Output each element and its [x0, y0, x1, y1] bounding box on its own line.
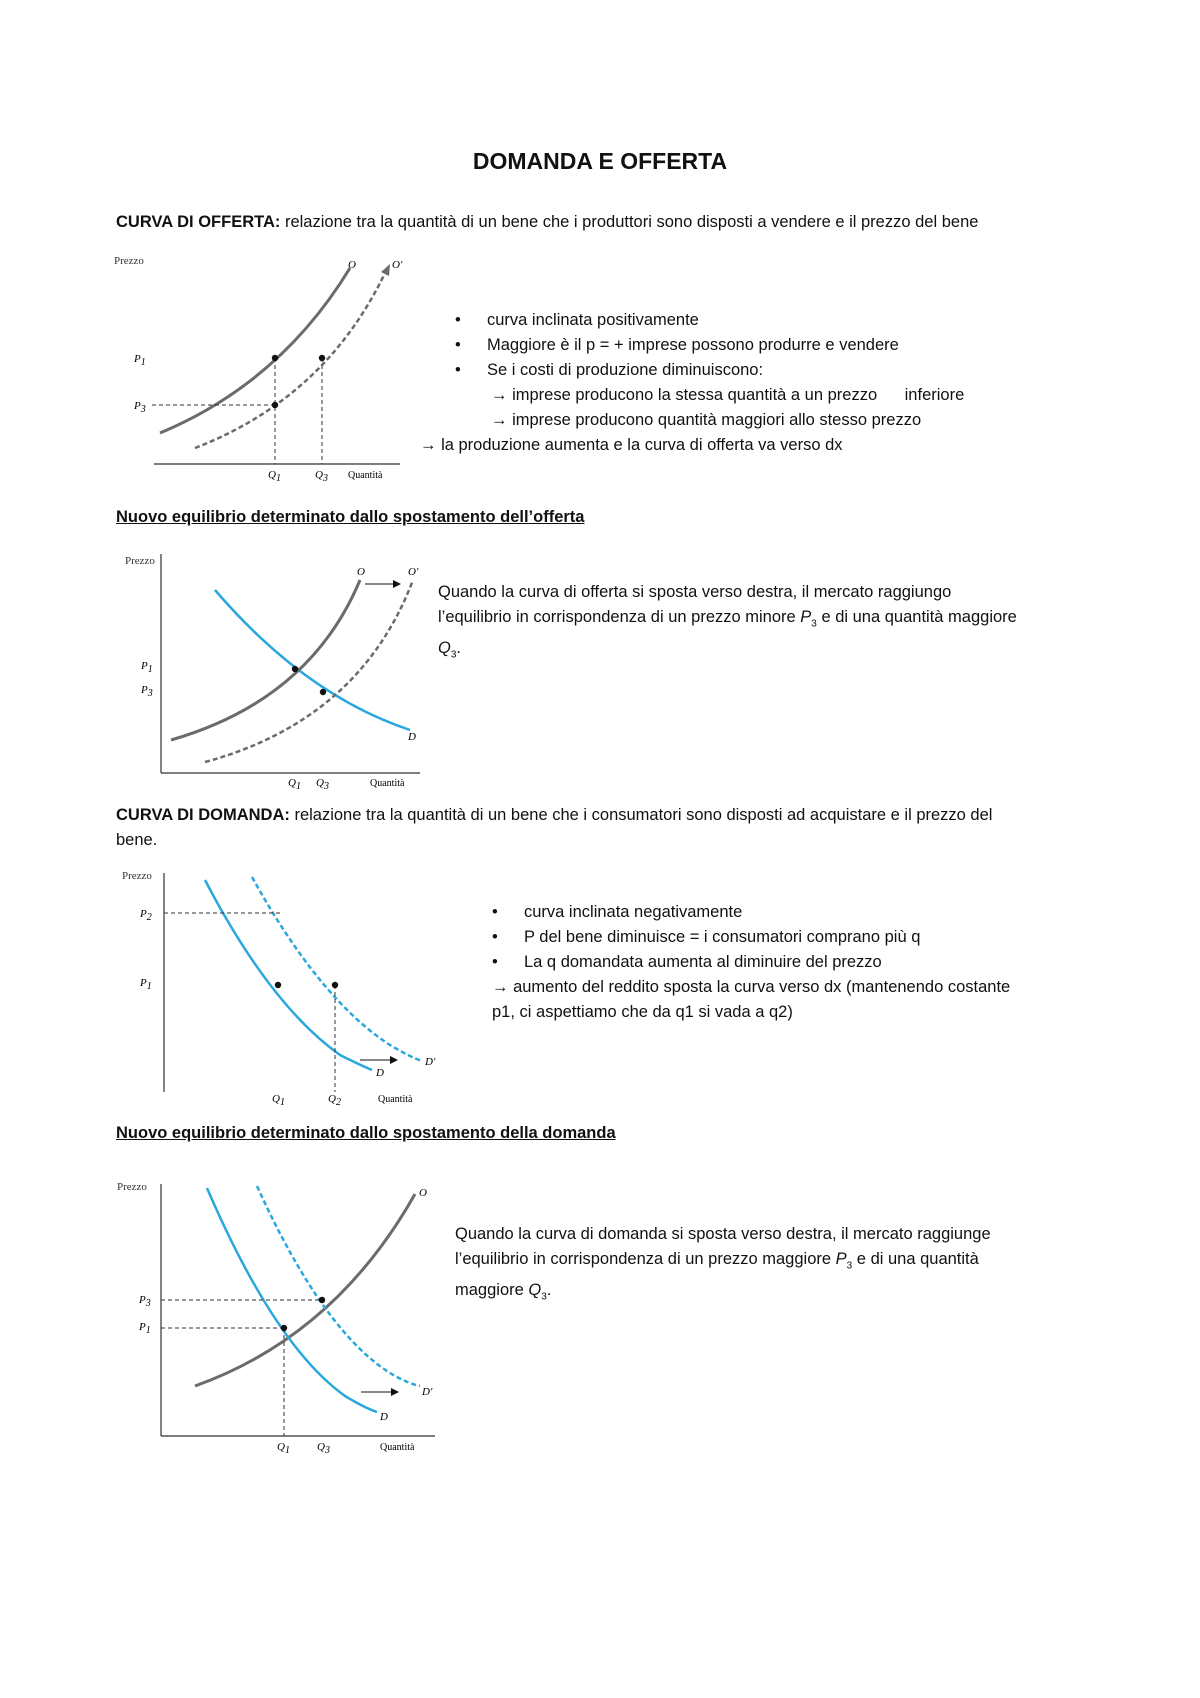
label-p3: P3	[139, 1294, 151, 1309]
nuovo-offerta-line-1: Quando la curva di offerta si sposta verso destra, il mercato raggiungo	[438, 583, 952, 601]
label-d: D	[376, 1067, 384, 1079]
offerta-bullet-2: • Maggiore è il p = + imprese possono produrre e vendere	[455, 333, 964, 358]
point-p1-q1	[275, 982, 281, 988]
offerta-conclusion: → la produzione aumenta e la curva di offerta va verso dx	[420, 436, 843, 454]
page-title: DOMANDA E OFFERTA	[472, 148, 728, 174]
domanda-definition-cont: bene.	[116, 831, 158, 849]
domanda-arrow-2: p1, ci aspettiamo che da q1 si vada a q2)	[492, 1003, 793, 1021]
demand-curve-d	[205, 880, 372, 1070]
offerta-sub-arrow-2: → imprese producono quantità maggiori allo stesso prezzo	[491, 411, 922, 429]
domanda-bullets	[492, 900, 920, 975]
label-q1: Q1	[277, 1441, 290, 1456]
offerta-bullet-3: • Se i costi di produzione diminuiscono:	[455, 358, 964, 383]
demand-shift-chart	[120, 865, 440, 1105]
offerta-definition-label: CURVA DI OFFERTA:	[116, 213, 281, 231]
label-p1: P1	[139, 1321, 151, 1336]
nuovo-domanda-line-2: l’equilibrio in corrispondenza di un prezzo maggiore $P_3$ e di una quantità	[455, 1250, 979, 1272]
nuovo-domanda-text	[455, 1222, 991, 1310]
nuovo-domanda-heading: Nuovo equilibrio determinato dallo spostamento della domanda	[116, 1124, 616, 1142]
shift-arrowhead	[391, 1388, 399, 1396]
y-axis-label: Prezzo	[117, 1181, 147, 1193]
label-d: D	[408, 731, 416, 743]
point-p1-q1	[272, 355, 278, 361]
domanda-definition	[116, 803, 992, 828]
offerta-sub-arrow-1: → imprese producono la stessa quantità a un prezzo inferiore	[491, 386, 965, 404]
label-p3: P3	[134, 400, 146, 415]
equilibrium-point-1	[292, 666, 298, 672]
y-axis-label: Prezzo	[125, 555, 155, 567]
nuovo-offerta-text	[438, 580, 1017, 668]
label-o: O	[419, 1187, 427, 1199]
label-q3: Q3	[316, 777, 329, 790]
label-p1: P1	[134, 353, 146, 368]
point-p3-q1	[272, 402, 278, 408]
label-p1: P1	[141, 660, 153, 675]
label-q3: Q3	[315, 469, 328, 483]
label-o: O	[357, 566, 365, 578]
label-q2: Q2	[328, 1093, 341, 1105]
label-d-prime: D'	[422, 1386, 433, 1398]
nuovo-offerta-heading: Nuovo equilibrio determinato dallo spostamento dell’offerta	[116, 508, 585, 526]
shift-arrowhead	[390, 1056, 398, 1064]
domanda-bullet-1: • curva inclinata negativamente	[492, 900, 920, 925]
x-axis-label: Quantità	[378, 1094, 413, 1105]
domanda-bullet-3: • La q domandata aumenta al diminuire del prezzo	[492, 950, 920, 975]
offerta-bullet-1: • curva inclinata positivamente	[455, 308, 964, 333]
equilibrium-point-3	[320, 689, 326, 695]
label-o-prime: O'	[392, 259, 403, 271]
offerta-bullets	[455, 308, 964, 433]
supply-curve-o-prime	[205, 580, 413, 762]
equilibrium-point-3	[319, 1297, 325, 1303]
label-p3: P3	[141, 684, 153, 699]
shift-arrowhead	[393, 580, 401, 588]
offerta-definition	[116, 210, 978, 235]
x-axis-label: Quantità	[348, 470, 383, 481]
shift-arrowhead	[381, 264, 390, 276]
nuovo-offerta-line-2: l’equilibrio in corrispondenza di un prezzo minore $P_3$ e di una quantità maggiore	[438, 608, 1017, 630]
nuovo-offerta-line-3: $Q_3$.	[438, 639, 461, 661]
domanda-bullet-2: • P del bene diminuisce = i consumatori comprano più q	[492, 925, 920, 950]
nuovo-domanda-line-1: Quando la curva di domanda si sposta verso destra, il mercato raggiunge	[455, 1225, 991, 1243]
label-q3: Q3	[317, 1441, 330, 1456]
domanda-definition-label: CURVA DI DOMANDA:	[116, 806, 290, 824]
supply-curve-o-prime	[195, 273, 385, 448]
point-p1-q3	[319, 355, 325, 361]
label-q1: Q1	[272, 1093, 285, 1105]
point-p1-q2	[332, 982, 338, 988]
x-axis-label: Quantità	[370, 778, 405, 789]
supply-shift-chart	[110, 248, 410, 483]
label-d-prime: D'	[425, 1056, 436, 1068]
x-axis-label: Quantità	[380, 1442, 415, 1453]
label-q1: Q1	[288, 777, 301, 790]
label-d: D	[380, 1411, 388, 1423]
y-axis-label: Prezzo	[122, 870, 152, 882]
demand-curve-d-prime	[257, 1186, 420, 1386]
y-axis-label: Prezzo	[114, 255, 144, 267]
demand-equilibrium-chart	[115, 1176, 445, 1456]
label-p1: P1	[140, 977, 152, 992]
demand-curve-d-prime	[252, 877, 422, 1061]
domanda-arrow-1: → aumento del reddito sposta la curva verso dx (mantenendo costante	[492, 978, 1011, 996]
offerta-definition-text: relazione tra la quantità di un bene che i produttori sono disposti a vendere e il prezzo del bene	[280, 213, 979, 231]
nuovo-domanda-line-3: maggiore $Q_3$.	[455, 1281, 552, 1303]
domanda-definition-text: relazione tra la quantità di un bene che i consumatori sono disposti ad acquistare e il prezzo del	[289, 806, 993, 824]
label-o: O	[348, 259, 356, 271]
supply-curve-o	[171, 580, 360, 740]
supply-equilibrium-chart	[125, 550, 425, 790]
label-o-prime: O'	[408, 566, 419, 578]
equilibrium-point-1	[281, 1325, 287, 1331]
label-p2: P2	[140, 908, 152, 923]
label-q1: Q1	[268, 469, 281, 483]
